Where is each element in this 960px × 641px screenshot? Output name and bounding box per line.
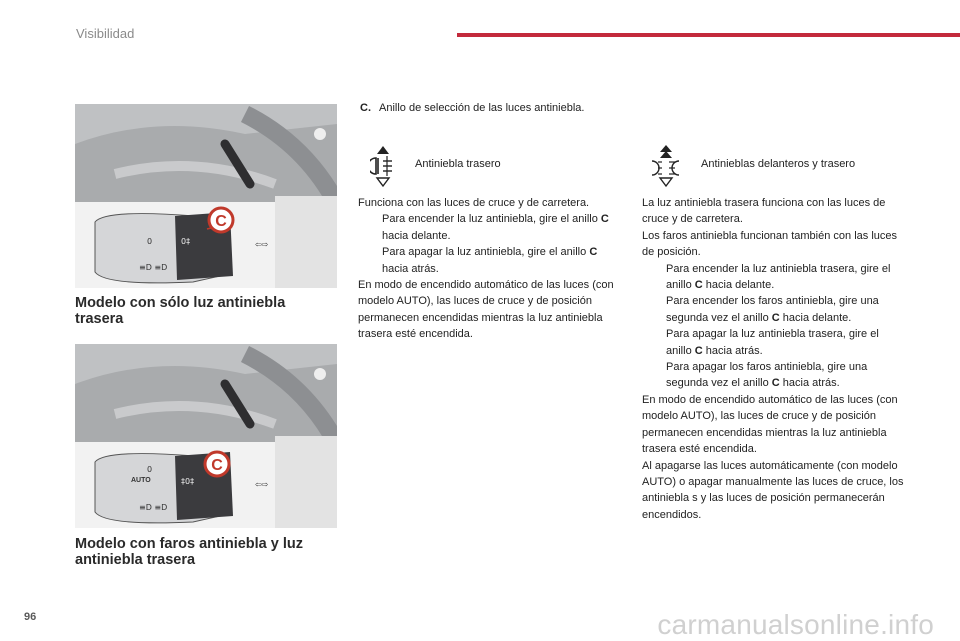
right-intro-2: Los faros antiniebla funcionan también con las luces de posición. — [642, 229, 897, 259]
left-outro: En modo de encendido automático de las luces (con modelo AUTO), las luces de cruce y de posición permanecen encendidas mientras la luz antiniebla trasera esté encendida. — [358, 279, 614, 341]
stalk-photo-rear-fog — [75, 104, 337, 288]
svg-text:⇦⇨: ⇦⇨ — [255, 480, 269, 489]
rear-fog-icon — [370, 144, 396, 193]
left-bullet-1: Para encender la luz antiniebla, gire el anillo C hacia delante. — [382, 213, 609, 242]
front-rear-fog-label: Antinieblas delanteros y trasero — [701, 158, 856, 170]
section-title: Visibilidad — [76, 26, 135, 41]
photo2-caption: Modelo con faros antiniebla y luz antiniebla trasera — [75, 536, 303, 568]
header-rule — [457, 33, 960, 37]
right-bullet-4: Para apagar los faros antiniebla, gire una segunda vez el anillo C hacia atrás. — [666, 361, 868, 390]
svg-text:0: 0 — [147, 237, 153, 246]
svg-text:‡0‡: ‡0‡ — [181, 477, 195, 486]
watermark: carmanualsonline.info — [657, 609, 934, 640]
right-column — [642, 195, 907, 523]
right-outro: En modo de encendido automático de las luces (con modelo AUTO), las luces de cruce y de posición permanecen encendidas mientras la luz antiniebla trasera esté encendida. — [642, 393, 898, 456]
definition-key: C. — [360, 102, 371, 114]
svg-text:0: 0 — [147, 465, 153, 474]
right-outro-2: Al apagarse las luces automáticamente (con modelo AUTO) o apagar manualmente las luces de cruce, los antiniebla s y las luces de posición permanecerán encendidos. — [642, 459, 904, 521]
left-bullet-2: Para apagar la luz antiniebla, gire el anillo C hacia atrás. — [382, 246, 598, 275]
right-bullet-3: Para apagar la luz antiniebla trasera, gire el anillo C hacia atrás. — [666, 328, 879, 357]
left-column — [358, 195, 623, 343]
right-bullet-1: Para encender la luz antiniebla trasera, gire el anillo C hacia delante. — [666, 262, 891, 292]
page-number: 96 — [24, 611, 37, 623]
svg-text:0‡: 0‡ — [181, 237, 191, 246]
stalk-photo-front-rear-fog — [75, 344, 337, 528]
rear-fog-label: Antiniebla trasero — [415, 158, 501, 170]
svg-text:⇦⇨: ⇦⇨ — [255, 240, 269, 249]
callout-letter: C — [211, 457, 223, 474]
left-intro: Funciona con las luces de cruce y de carretera. — [358, 197, 590, 209]
definition-c — [360, 102, 584, 114]
definition-text: Anillo de selección de las luces antiniebla. — [379, 102, 585, 114]
svg-text:≡D ≡D: ≡D ≡D — [139, 503, 168, 512]
right-intro: La luz antiniebla trasera funciona con las luces de cruce y de carretera. — [642, 197, 886, 226]
callout-letter: C — [215, 213, 227, 230]
right-bullet-2: Para encender los faros antiniebla, gire una segunda vez el anillo C hacia delante. — [666, 295, 879, 324]
svg-text:≡D ≡D: ≡D ≡D — [139, 263, 168, 272]
front-rear-fog-icon — [648, 143, 684, 194]
photo1-caption: Modelo con sólo luz antiniebla trasera — [75, 295, 286, 327]
auto-label: AUTO — [131, 477, 151, 484]
